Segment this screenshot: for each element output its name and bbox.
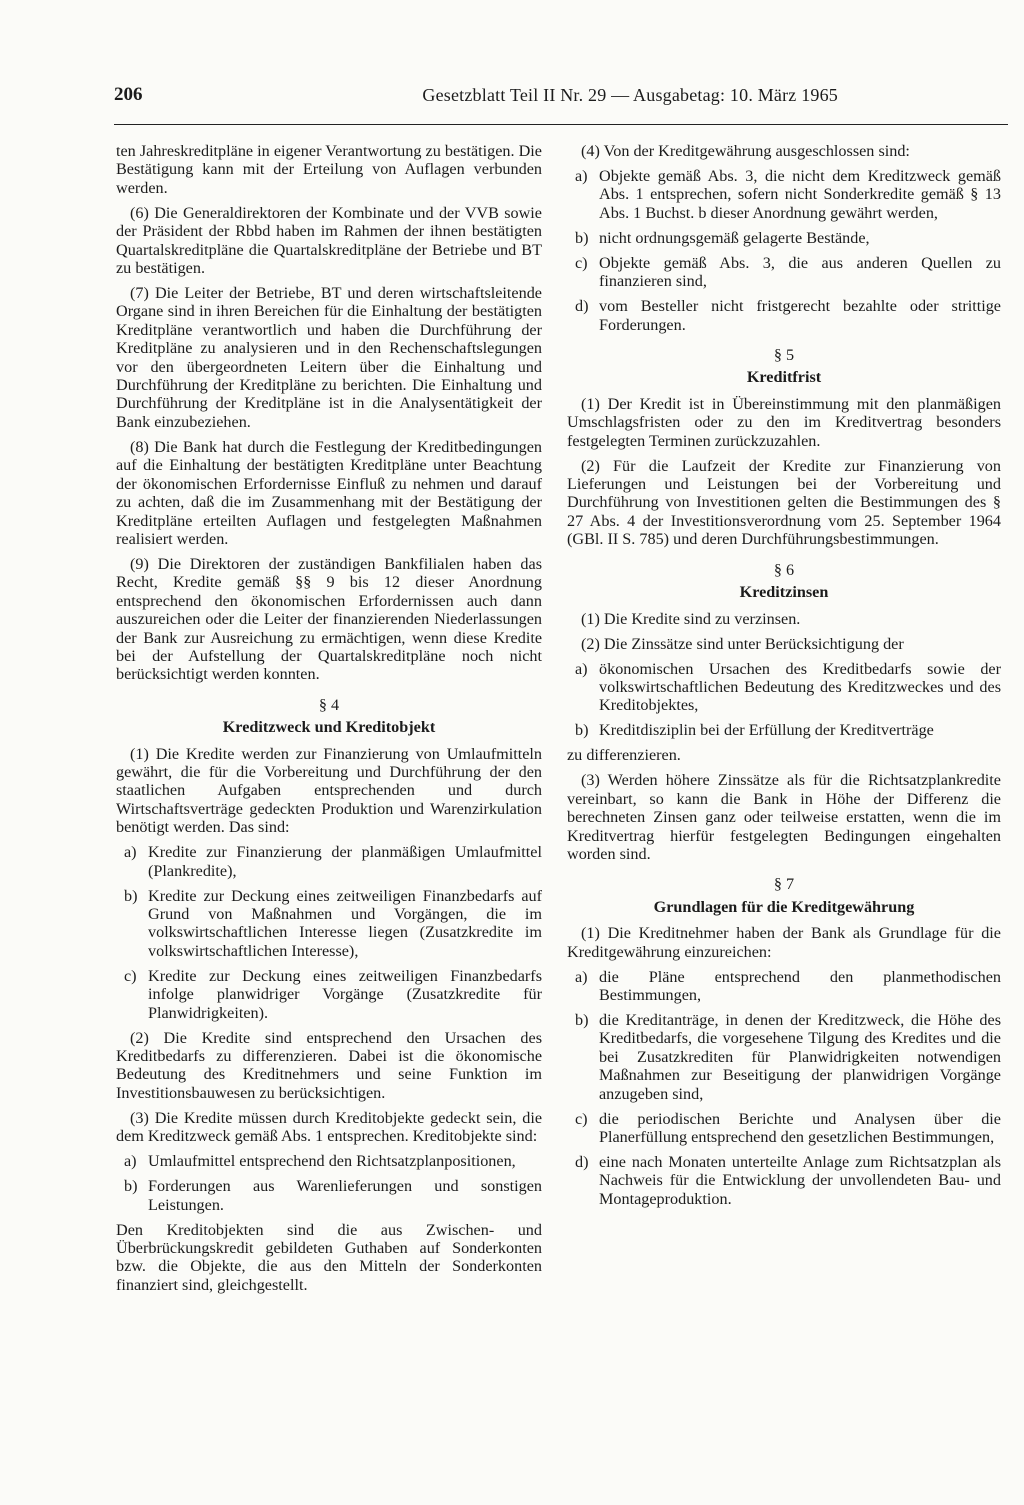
list-item: [124, 967, 542, 1022]
list-item: [575, 297, 1001, 334]
paragraph: (2) Für die Laufzeit der Kredite zur Finanzierung von Lieferungen und Leistungen bei der Vorbereitung und Durchführung von Investitionen gelten die Bestimmungen des § 27 Abs. 4 der Investitionsverordnung vom 25. September 1964 (GBl. II S. 785) und deren Durchführungsbestimmungen.: [567, 456, 1001, 549]
section-title: Grundlagen für die Kreditgewährung: [653, 897, 915, 916]
section-title: Kreditzinsen: [739, 583, 829, 602]
list-marker: b): [575, 228, 589, 247]
paragraph: ten Jahreskreditpläne in eigener Verantwortung zu bestätigen. Die Bestätigung kann mit der Erteilung von Auflagen verbunden werden.: [116, 142, 542, 197]
list-marker: b): [124, 886, 138, 905]
paragraph: (6) Die Generaldirektoren der Kombinate und der VVB sowie der Präsident der Rbbd haben im Rahmen der ihnen bestätigten Quartalskreditpläne die Quartalskreditpläne der Betriebe und BT zu bestätigen.: [116, 203, 542, 278]
paragraph: (2) Die Zinssätze sind unter Berücksichtigung der: [581, 634, 904, 653]
list-item: [124, 1152, 542, 1170]
list-item-text: die Pläne entsprechend den planmethodischen Bestimmungen,: [599, 967, 1001, 1004]
list-item-text: vom Besteller nicht fristgerecht bezahlte oder strittige Forderungen.: [599, 297, 1001, 334]
list-item: [124, 887, 542, 961]
section-title: Kreditfrist: [746, 368, 822, 387]
list-item: [575, 1011, 1001, 1103]
paragraph: (9) Die Direktoren der zuständigen Bankfilialen haben das Recht, Kredite gemäß §§ 9 bis 12 dieser Anordnung entsprechend den ökonomischen Erfordernissen auch dann auszureichen oder die Leiter der finanzierenden Niederlassungen der Bank zur Ausreichung zu ermächtigen, wenn diese Kredite bei der Aufstellung der Quartalskreditpläne noch nicht berücksichtigt werden konnten.: [116, 554, 542, 684]
list-item: [575, 1110, 1001, 1147]
list-marker: d): [575, 297, 589, 316]
list-marker: a): [575, 659, 588, 678]
header-rule: [114, 124, 1008, 125]
list-item-text: die periodischen Berichte und Analysen über die Planerfüllung entsprechend den gesetzlichen Bestimmungen,: [599, 1109, 1001, 1146]
paragraph: (3) Die Kredite müssen durch Kreditobjekte gedeckt sein, die dem Kreditzweck gemäß Abs. 1 entsprechen. Kreditobjekte sind:: [116, 1108, 542, 1146]
paragraph: Den Kreditobjekten sind die aus Zwischen- und Überbrückungskredit gebildeten Guthaben auf Sonderkonten bzw. die Objekte, die aus den Mitteln der Sonderkonten finanziert sind, gleichgestellt.: [116, 1220, 542, 1294]
list-item: [575, 229, 1001, 247]
list-item: [575, 721, 1001, 739]
section-title: Kreditzweck und Kreditobjekt: [222, 718, 436, 737]
list-marker: c): [575, 1109, 588, 1128]
list-item-text: Umlaufmittel entsprechend den Richtsatzplanpositionen,: [148, 1152, 516, 1171]
section-number: § 4: [318, 695, 340, 714]
right-column: [567, 142, 1001, 1215]
list-item-text: Objekte gemäß Abs. 3, die aus anderen Quellen zu finanzieren sind,: [599, 253, 1001, 291]
list-item: [124, 1177, 542, 1214]
list-marker: d): [575, 1153, 589, 1171]
left-column: [116, 142, 542, 1301]
paragraph: (1) Die Kreditnehmer haben der Bank als Grundlage für die Kreditgewährung einzureichen:: [567, 924, 1001, 961]
paragraph: (3) Werden höhere Zinssätze als für die Richtsatzplankredite vereinbart, so kann die Bank in Höhe der Differenz die berechneten Zinsen ganz oder teilweise erstatten, wenn die im Kreditvertrag hierfür festgelegten Bedingungen eingehalten worden sind.: [567, 771, 1001, 863]
page-header: [114, 84, 1008, 118]
paragraph: (7) Die Leiter der Betriebe, BT und deren wirtschaftsleitende Organe sind in ihren Bereichen für die Einhaltung der bestätigten Kreditpläne verantwortlich und haben die Durchführung der Kreditpläne zu analysieren und in den Rechenschaftslegungen vor den übergeordneten Leitern über die Einhaltung und Durchführung der Kreditpläne zu berichten. Die Einhaltung und Durchführung der Kreditpläne ist in die Analysentätigkeit der Bank einzubeziehen.: [116, 284, 542, 431]
list-marker: c): [575, 253, 588, 272]
section-number: § 7: [773, 875, 795, 894]
list-marker: b): [575, 1010, 589, 1029]
list-item-text: Forderungen aus Warenlieferungen und sonstigen Leistungen.: [148, 1177, 542, 1214]
paragraph: (8) Die Bank hat durch die Festlegung der Kreditbedingungen auf die Einhaltung der bestätigten Kreditpläne unter Beachtung der ökonomischen Erfordernisse Einfluß zu nehmen und darauf zu achten, daß die im Zusammenhang mit der Bestätigung der Kreditpläne erteilten Auflagen und festgelegten Maßnahmen realisiert werden.: [116, 437, 542, 548]
paragraph: (4) Von der Kreditgewährung ausgeschlossen sind:: [581, 142, 910, 160]
paragraph: (1) Der Kredit ist in Übereinstimmung mit den planmäßigen Umschlagsfristen oder zu den im Kreditvertrag besonders festgelegten Terminen zurückzuzahlen.: [567, 394, 1001, 450]
paragraph: (1) Die Kredite sind zu verzinsen.: [581, 609, 801, 628]
list-item: [575, 167, 1001, 222]
list-item: [575, 968, 1001, 1005]
section-number: § 6: [773, 560, 795, 579]
list-marker: a): [124, 1152, 137, 1171]
list-item: [575, 660, 1001, 715]
page-number: 206: [114, 84, 143, 105]
list-marker: b): [575, 721, 589, 740]
gazette-title: Gesetzblatt Teil II Nr. 29 — Ausgabetag: 10. März 1965: [422, 85, 838, 105]
list-item: [575, 254, 1001, 291]
list-item-text: die Kreditanträge, in denen der Kreditzweck, die Höhe des Kreditbedarfs, die vorgesehene Tilgung des Kredites und die bei Zusatzkrediten für Planwidrigkeiten notwendigen Maßnahmen zur Beseitigung der planwidrigen Vorgänge anzugeben sind,: [599, 1010, 1001, 1103]
list-item-text: nicht ordnungsgemäß gelagerte Bestände,: [599, 228, 870, 247]
list-item-text: Objekte gemäß Abs. 3, die nicht dem Kreditzweck gemäß Abs. 1 entsprechen, sofern nicht Sonderkredite gemäß § 13 Abs. 1 Buchst. b dieser Anordnung gewährt werden,: [599, 167, 1001, 222]
paragraph: (1) Die Kredite werden zur Finanzierung von Umlaufmitteln gewährt, die für die Vorbereitung und Durchführung der den staatlichen Aufgaben entsprechenden und durch Wirtschaftsverträge gedeckten Produktion und Warenzirkulation benötigt werden. Das sind:: [116, 744, 542, 837]
paragraph: (2) Die Kredite sind entsprechend den Ursachen des Kreditbedarfs zu differenzieren. Dabei ist die ökonomische Bedeutung des Kreditnehmers und seine Funktion im Investitionsbauwesen zu berücksichtigen.: [116, 1028, 542, 1102]
list-item-text: eine nach Monaten unterteilte Anlage zum Richtsatzplan als Nachweis für die Entwicklung der unvollendeten Bau- und Montageproduktion.: [599, 1153, 1001, 1208]
list-item-text: Kredite zur Finanzierung der planmäßigen Umlaufmittel (Plankredite),: [148, 843, 542, 880]
list-item: [575, 1153, 1001, 1208]
list-item-text: Kredite zur Deckung eines zeitweiligen Finanzbedarfs infolge planwidriger Vorgänge (Zusatzkredite für Planwidrigkeiten).: [148, 966, 542, 1022]
list-marker: a): [124, 843, 137, 862]
paragraph: zu differenzieren.: [567, 746, 681, 765]
list-item: [124, 843, 542, 880]
list-item-text: Kredite zur Deckung eines zeitweiligen Finanzbedarfs auf Grund von Maßnahmen und Vorgängen, die im volkswirtschaftlichen Interesse liegen (Zusatzkredite im volkswirtschaftlichen Interesse),: [148, 886, 542, 960]
list-item-text: ökonomischen Ursachen des Kreditbedarfs sowie der volkswirtschaftlichen Bedeutung des Kreditzweckes und des Kreditobjektes,: [599, 659, 1001, 715]
list-marker: c): [124, 966, 137, 985]
list-marker: a): [575, 167, 588, 185]
list-marker: b): [124, 1177, 138, 1196]
list-marker: a): [575, 967, 588, 986]
section-number: § 5: [773, 346, 795, 365]
list-item-text: Kreditdisziplin bei der Erfüllung der Kreditverträge: [599, 721, 934, 740]
